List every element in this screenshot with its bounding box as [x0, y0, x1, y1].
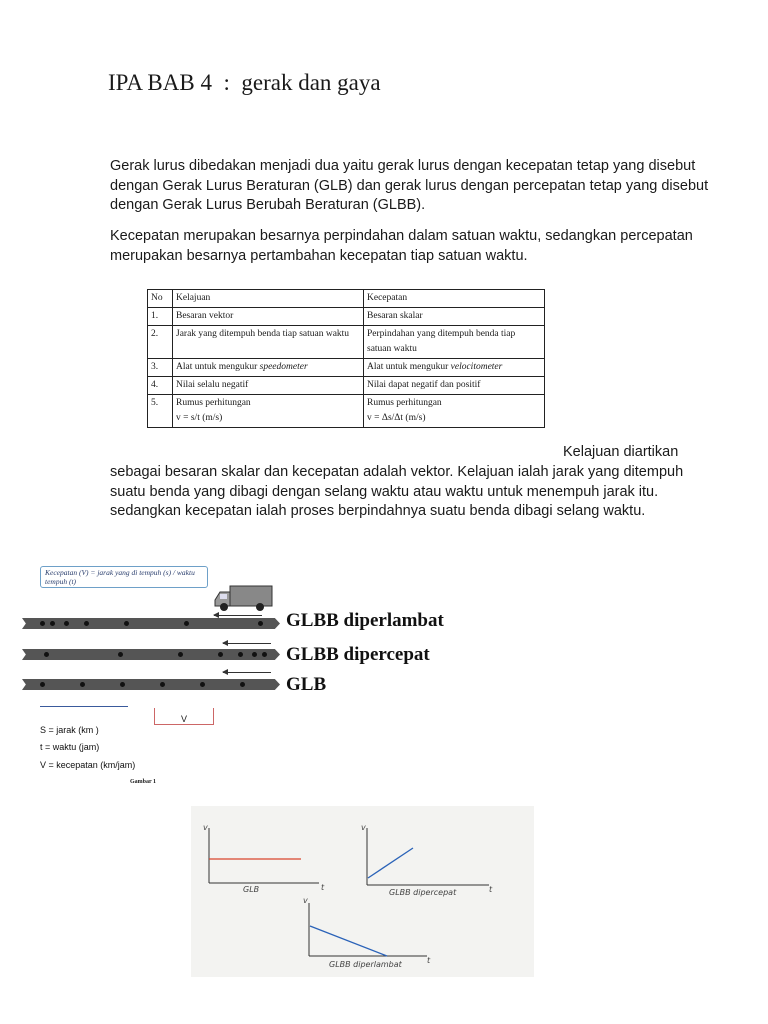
cell-italic: velocitometer: [450, 362, 503, 372]
track-dipercepat: [22, 649, 280, 660]
cell-kecepatan: [364, 395, 545, 428]
cell-kelajuan: Jarak yang ditempuh benda tiap satuan waktu: [173, 326, 364, 359]
header-kecepatan: Kecepatan: [364, 290, 545, 308]
decel-xlabel: t: [427, 956, 431, 965]
divider-line: [40, 706, 128, 707]
paragraph-kecepatan: Kecepatan merupakan besarnya perpindahan dalam satuan waktu, sedangkan percepatan merupakan besarnya pertambahan kecepatan tiap satuan waktu.: [110, 228, 693, 264]
cell-kelajuan: Besaran vektor: [173, 308, 364, 326]
arrow-left-icon: [223, 672, 271, 673]
cell-kecepatan: Besaran skalar: [364, 308, 545, 326]
dot: [64, 621, 69, 626]
truck-icon: [212, 584, 274, 614]
dot: [44, 652, 49, 657]
cell-text: Rumus perhitungan: [367, 398, 442, 408]
paragraph-kelajuan: sebagai besaran skalar dan kecepatan adalah vektor. Kelajuan ialah jarak yang ditempuh suatu benda yang dibagi dengan selang waktu atau waktu untuk menempuh jarak itu. sedangkan kecepatan ialah proses berpindahnya suatu benda dibagi selang waktu.: [110, 464, 684, 519]
dot: [258, 621, 263, 626]
track-diperlambat: [22, 618, 280, 629]
paragraph-kelajuan-start: Kelajuan diartikan: [563, 444, 679, 460]
label-diperlambat: GLBB diperlambat: [286, 610, 444, 631]
vt-graphs-figure: [191, 806, 534, 977]
cell-no: 1.: [148, 308, 173, 326]
accel-line: [368, 848, 413, 878]
dot: [184, 621, 189, 626]
dot: [252, 652, 257, 657]
paragraph-gerak-lurus: Gerak lurus dibedakan menjadi dua yaitu gerak lurus dengan kecepatan tetap yang disebut dengan Gerak Lurus Beraturan (GLB) dan gerak lurus dengan percepatan tetap yang disebut dengan Gerak Lurus Berubah Beraturan (GLBB).: [110, 158, 709, 213]
dot: [240, 682, 245, 687]
graph-glb: [203, 823, 325, 894]
glb-ylabel: v: [203, 823, 208, 832]
dot: [178, 652, 183, 657]
cell-text: Rumus perhitungan: [176, 398, 251, 408]
dot: [120, 682, 125, 687]
glbb-figure: [18, 560, 488, 790]
dot: [262, 652, 267, 657]
header-no: No: [148, 290, 173, 308]
cell-kelajuan: [173, 395, 364, 428]
cell-kecepatan: Perpindahan yang ditempuh benda tiap satuan waktu: [364, 326, 545, 359]
cell-italic: speedometer: [259, 362, 308, 372]
track-glb: [22, 679, 280, 690]
glb-caption: GLB: [243, 885, 260, 894]
arrow-left-icon: [223, 643, 271, 644]
formula-box: Kecepatan (V) = jarak yang di tempuh (s) / waktu tempuh (t): [40, 566, 208, 588]
decel-line: [310, 926, 387, 956]
dot: [84, 621, 89, 626]
dot: [200, 682, 205, 687]
cell-text: Alat untuk mengukur: [367, 362, 451, 372]
accel-xlabel: t: [489, 885, 493, 894]
cell-kelajuan: [173, 359, 364, 377]
formula-kecepatan: v = Δs/Δt (m/s): [367, 413, 426, 423]
legend-v: V = kecepatan (km/jam): [40, 760, 136, 770]
table-header-row: [148, 290, 545, 308]
dot: [118, 652, 123, 657]
dot: [218, 652, 223, 657]
label-glb: GLB: [286, 674, 327, 695]
cell-kecepatan: Nilai dapat negatif dan positif: [364, 377, 545, 395]
cell-kecepatan: [364, 359, 545, 377]
dot: [50, 621, 55, 626]
table-row: [148, 308, 545, 326]
graph-accel: [361, 823, 493, 897]
arrow-left-icon: [214, 615, 262, 616]
accel-caption: GLBB dipercepat: [389, 888, 457, 897]
decel-ylabel: v: [303, 896, 308, 905]
cell-text: Alat untuk mengukur: [176, 362, 260, 372]
dot: [40, 621, 45, 626]
cell-no: 4.: [148, 377, 173, 395]
header-kelajuan: Kelajuan: [173, 290, 364, 308]
cell-no: 5.: [148, 395, 173, 428]
accel-ylabel: v: [361, 823, 366, 832]
dot: [124, 621, 129, 626]
table-row: [148, 377, 545, 395]
page-title: IPA BAB 4 : gerak dan gaya: [108, 70, 381, 95]
cell-no: 2.: [148, 326, 173, 359]
formula-kelajuan: v = s/t (m/s): [176, 413, 223, 423]
label-dipercepat: GLBB dipercepat: [286, 644, 430, 665]
decel-caption: GLBB diperlambat: [329, 960, 402, 969]
table-row: [148, 326, 545, 359]
graph-decel: [303, 896, 431, 969]
comparison-table: [147, 289, 545, 428]
legend-t: t = waktu (jam): [40, 742, 100, 752]
vt-graphs-svg: [191, 806, 534, 977]
legend-s: S = jarak (km ): [40, 725, 99, 735]
cell-no: 3.: [148, 359, 173, 377]
dot: [40, 682, 45, 687]
formula-fragment: V: [154, 708, 214, 725]
dot: [238, 652, 243, 657]
glb-xlabel: t: [321, 883, 325, 892]
dot: [80, 682, 85, 687]
table-row: [148, 395, 545, 428]
table-row: [148, 359, 545, 377]
dot: [160, 682, 165, 687]
cell-kelajuan: Nilai selalu negatif: [173, 377, 364, 395]
figure-caption: Gambar 1: [130, 779, 157, 785]
